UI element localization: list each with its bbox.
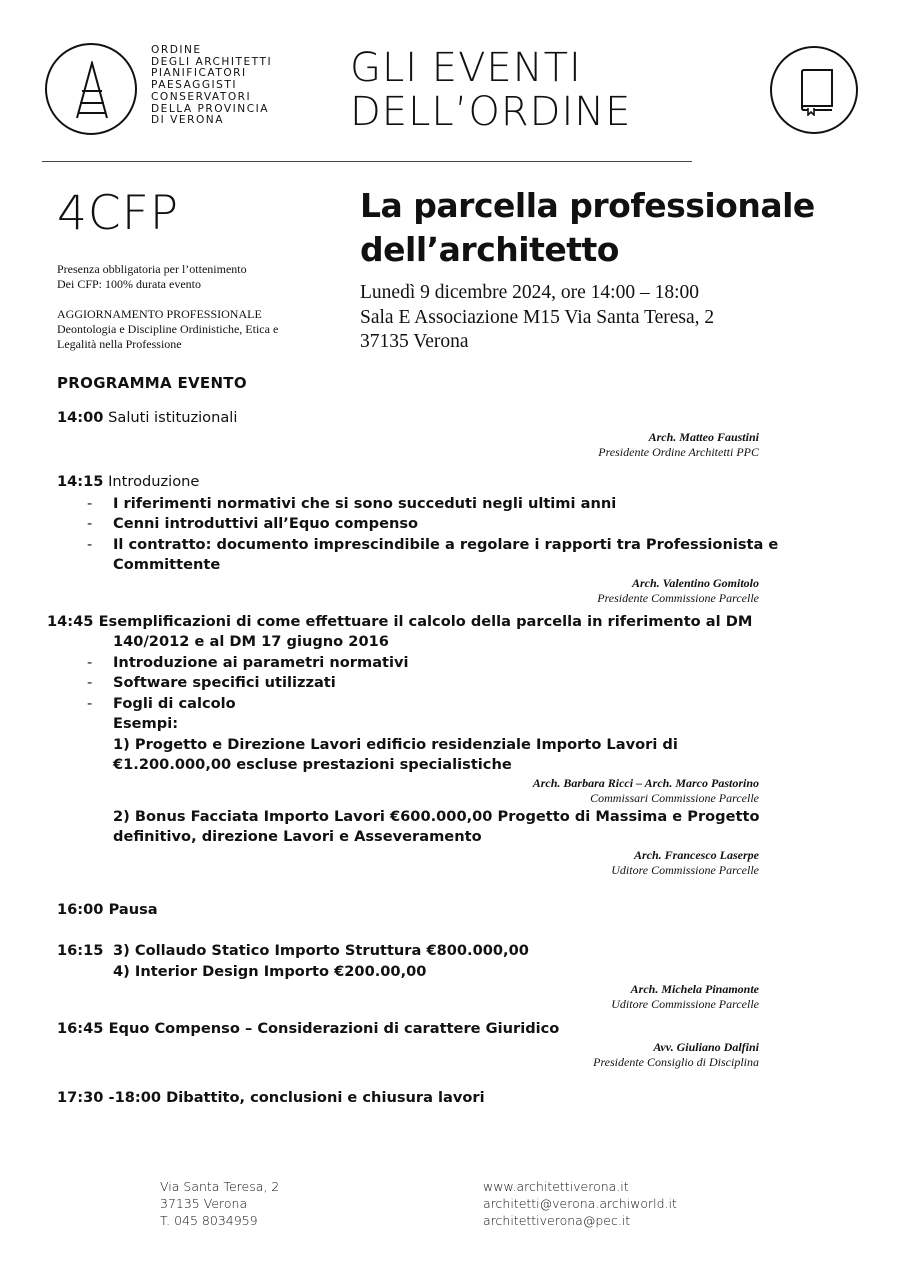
header-divider	[42, 161, 692, 162]
speaker-1	[598, 430, 759, 460]
example-4: 4) Interior Design Importo €200.00,00	[113, 963, 427, 980]
session-time: 16:15	[57, 942, 104, 959]
ladder-a-icon	[73, 61, 111, 119]
speaker-2	[597, 576, 759, 606]
bullet-dash: -	[87, 654, 93, 671]
session-time: 14:00	[57, 409, 104, 426]
session-time: 16:45	[57, 1020, 104, 1037]
phone-number: T. 045 8034959	[160, 1213, 258, 1228]
list-item: I riferimenti normativi che si sono succeduti negli ultimi anni	[113, 495, 617, 512]
list-item-continuation: Committente	[113, 556, 221, 573]
session-6	[57, 1019, 559, 1039]
session-2	[57, 472, 199, 492]
bullet-dash: -	[87, 495, 93, 512]
cfp-presence-note	[57, 262, 327, 292]
session-title: Pausa	[108, 901, 158, 918]
speaker-role: Commissari Commissione Parcelle	[590, 791, 759, 805]
list-item: Software specifici utilizzati	[113, 674, 336, 691]
address-street: Via Santa Teresa, 2	[160, 1179, 280, 1194]
speaker-3b	[611, 848, 759, 878]
speaker-name: Arch. Michela Pinamonte	[630, 982, 759, 996]
examples-label: Esempi:	[113, 715, 179, 732]
bullet-dash: -	[87, 695, 93, 712]
bullet-dash: -	[87, 674, 93, 691]
presence-line: Presenza obbligatoria per l’ottenimento	[57, 262, 247, 276]
session-title: Saluti istituzionali	[108, 409, 238, 426]
order-name	[151, 45, 321, 127]
session-3	[47, 612, 752, 632]
cfp-subject: Legalità nella Professione	[57, 337, 182, 351]
event-city: 37135 Verona	[360, 331, 469, 352]
speaker-name: Arch. Barbara Ricci – Arch. Marco Pastorino	[532, 776, 759, 790]
session-title: Introduzione	[108, 473, 200, 490]
event-venue: Sala E Associazione M15 Via Santa Teresa, 2	[360, 306, 715, 328]
org-line: PIANIFICATORI	[151, 67, 247, 80]
cfp-category-block	[57, 307, 327, 352]
example-2: 2) Bonus Facciata Importo Lavori €600.000,00 Progetto di Massima e Progetto	[113, 808, 760, 825]
session-title: Dibattito, conclusioni e chiusura lavori	[166, 1089, 485, 1106]
event-date: Lunedì 9 dicembre 2024, ore 14:00 – 18:00	[360, 282, 700, 303]
speaker-name: Arch. Valentino Gomitolo	[631, 576, 759, 590]
example-3: 3) Collaudo Statico Importo Struttura €800.000,00	[113, 942, 529, 959]
speaker-role: Presidente Ordine Architetti PPC	[598, 445, 759, 459]
session-5	[57, 941, 103, 961]
bullet-dash: -	[87, 515, 93, 532]
book-badge	[770, 46, 858, 134]
email-link[interactable]: architetti@verona.archiworld.it	[483, 1196, 677, 1211]
order-logo	[45, 43, 137, 135]
example-1-continuation: €1.200.000,00 escluse prestazioni specialistiche	[113, 756, 512, 773]
cfp-subject: Deontologia e Discipline Ordinistiche, Etica e	[57, 322, 279, 336]
speaker-role: Presidente Consiglio di Disciplina	[593, 1055, 759, 1069]
session-4	[57, 900, 158, 920]
session-title: Equo Compenso – Considerazioni di carattere Giuridico	[108, 1020, 560, 1037]
session-time: 14:45	[47, 613, 94, 630]
speaker-role: Uditore Commissione Parcelle	[611, 863, 759, 877]
session-1	[57, 408, 237, 428]
org-line: DEGLI ARCHITETTI	[151, 55, 273, 68]
footer-address	[160, 1178, 279, 1229]
session-title-continuation: 140/2012 e al DM 17 giugno 2016	[113, 633, 389, 650]
list-item: Il contratto: documento imprescindibile a regolare i rapporti tra Professionista e	[113, 536, 779, 553]
cfp-credits: 4CFP	[57, 186, 180, 241]
org-line: CONSERVATORI	[151, 90, 252, 103]
list-item: Cenni introduttivi all’Equo compenso	[113, 515, 419, 532]
speaker-name: Arch. Francesco Laserpe	[634, 848, 759, 862]
program-heading: PROGRAMMA EVENTO	[57, 374, 247, 392]
session-time: 16:00	[57, 901, 104, 918]
website-link[interactable]: www.architettiverona.it	[483, 1179, 629, 1194]
address-city: 37135 Verona	[160, 1196, 248, 1211]
speaker-name: Arch. Matteo Faustini	[648, 430, 759, 444]
bullet-dash: -	[87, 536, 93, 553]
event-details	[360, 281, 820, 355]
org-line: ORDINE	[151, 44, 202, 56]
series-title	[350, 46, 750, 134]
example-1: 1) Progetto e Direzione Lavori edificio residenziale Importo Lavori di	[113, 736, 678, 753]
speaker-6	[593, 1040, 759, 1070]
event-title-line1: La parcella professionale	[360, 186, 815, 225]
org-line: DI VERONA	[151, 114, 224, 127]
cfp-category: AGGIORNAMENTO PROFESSIONALE	[57, 307, 262, 321]
session-title: Esemplificazioni di come effettuare il calcolo della parcella in riferimento al DM	[98, 613, 753, 630]
presence-line: Dei CFP: 100% durata evento	[57, 277, 201, 291]
list-item: Fogli di calcolo	[113, 695, 236, 712]
list-item: Introduzione ai parametri normativi	[113, 654, 409, 671]
speaker-name: Avv. Giuliano Dalfini	[653, 1040, 759, 1054]
speaker-role: Presidente Commissione Parcelle	[597, 591, 759, 605]
book-icon	[796, 68, 836, 116]
series-title-line2: DELL’ORDINE	[350, 89, 632, 135]
speaker-3a	[533, 776, 759, 806]
example-2-continuation: definitivo, direzione Lavori e Asseveramento	[113, 828, 482, 845]
series-title-line1: GLI EVENTI	[350, 45, 582, 91]
event-title	[360, 184, 860, 272]
event-title-line2: dell’architetto	[360, 230, 619, 269]
speaker-role: Uditore Commissione Parcelle	[611, 997, 759, 1011]
footer-contacts	[483, 1178, 677, 1229]
pec-link[interactable]: architettiverona@pec.it	[483, 1213, 631, 1228]
session-time: 14:15	[57, 473, 104, 490]
session-time: 17:30 -18:00	[57, 1089, 162, 1106]
speaker-5	[611, 982, 759, 1012]
org-line: DELLA PROVINCIA	[151, 102, 269, 115]
session-7	[57, 1088, 485, 1108]
org-line: PAESAGGISTI	[151, 79, 237, 92]
